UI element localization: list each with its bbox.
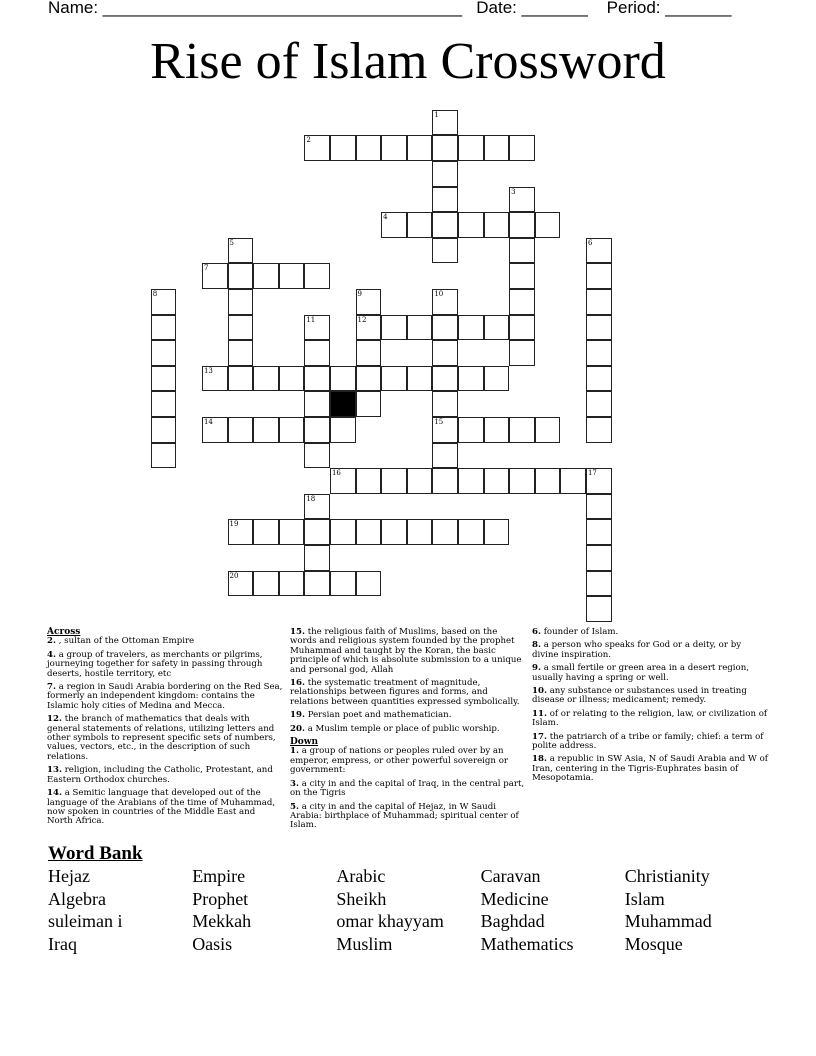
grid-cell[interactable] xyxy=(228,289,254,315)
clue-number: 19. xyxy=(290,710,305,721)
grid-cell[interactable] xyxy=(228,519,254,545)
grid-cell[interactable] xyxy=(407,366,433,392)
cell-number: 8 xyxy=(152,289,158,298)
word-bank-item: Baghdad xyxy=(480,911,545,932)
clue-text: the religious faith of Muslims, based on the words and religious system founded by the prophet Muhammad and taught by the Koran, the basic principle of which is absolute submission to a unique and personal god, Allah xyxy=(290,627,522,675)
grid-cell[interactable] xyxy=(356,315,382,341)
clues-column-2 xyxy=(290,628,526,835)
word-bank-item: Hejaz xyxy=(48,866,90,886)
grid-cell[interactable] xyxy=(279,366,305,392)
grid-cell[interactable] xyxy=(356,391,382,417)
clue-text: a group of travelers, as merchants or pilgrims, journeying together for safety in passing through deserts, hostile territory, etc xyxy=(47,649,263,679)
grid-cell[interactable] xyxy=(356,135,382,161)
grid-cell[interactable] xyxy=(330,571,356,597)
grid-cell[interactable] xyxy=(458,212,484,238)
clue-number: 1. xyxy=(290,746,299,757)
clue-16 xyxy=(290,679,526,707)
clue-3 xyxy=(290,780,526,799)
grid-cell[interactable] xyxy=(356,519,382,545)
grid-cell[interactable] xyxy=(458,417,484,443)
grid-cell[interactable] xyxy=(304,443,330,469)
grid-cell[interactable] xyxy=(509,289,535,315)
clue-text: the systematic treatment of magnitude, relationships between figures and forms, and relations between quantities expressed symbolically. xyxy=(290,678,520,707)
grid-cell[interactable] xyxy=(151,417,177,443)
grid-cell[interactable] xyxy=(330,135,356,161)
cell-number: 11 xyxy=(306,315,316,324)
grid-cell[interactable] xyxy=(432,443,458,469)
clue-text: , sultan of the Ottoman Empire xyxy=(58,636,195,647)
clue-20 xyxy=(290,725,526,734)
grid-cell[interactable] xyxy=(560,468,586,494)
clue-text: of or relating to the religion, law, or civilization of Islam. xyxy=(532,708,768,729)
clue-1 xyxy=(290,747,526,775)
clue-text: a city in and the capital of Iraq, in the central part, on the Tigris xyxy=(290,778,525,799)
clue-number: 15. xyxy=(290,627,305,637)
cell-number: 4 xyxy=(383,213,388,222)
word-bank-item: Mathematics xyxy=(480,933,574,954)
grid-cell[interactable] xyxy=(304,366,330,392)
clue-number: 13. xyxy=(47,765,62,776)
clue-8 xyxy=(532,641,768,660)
grid-cell[interactable] xyxy=(484,212,510,238)
grid-cell[interactable] xyxy=(509,187,535,213)
clue-number: 20. xyxy=(290,723,305,734)
grid-cell[interactable] xyxy=(432,391,458,417)
clue-10 xyxy=(532,687,768,706)
grid-cell[interactable] xyxy=(458,468,484,494)
clue-number: 16. xyxy=(290,678,305,689)
cell-number: 12 xyxy=(357,315,367,324)
grid-cell[interactable] xyxy=(151,315,177,341)
clue-text: religion, including the Catholic, Protestant, and Eastern Orthodox churches. xyxy=(47,765,273,785)
grid-cell[interactable] xyxy=(586,494,612,520)
grid-cell[interactable] xyxy=(304,135,330,161)
grid-cell[interactable] xyxy=(304,545,330,571)
cell-number: 18 xyxy=(306,494,316,503)
grid-cell[interactable] xyxy=(228,315,254,341)
grid-cell[interactable] xyxy=(304,391,330,417)
clue-18 xyxy=(532,755,768,783)
grid-cell[interactable] xyxy=(279,417,305,443)
grid-cell[interactable] xyxy=(279,519,305,545)
shaded-cell xyxy=(330,391,356,417)
clues-column-3 xyxy=(532,628,768,788)
grid-cell[interactable] xyxy=(432,468,458,494)
clue-number: 7. xyxy=(47,682,56,693)
grid-cell[interactable] xyxy=(586,545,612,571)
grid-cell[interactable] xyxy=(458,315,484,341)
name-date-period-line: Name: ______________________________________ Date: _______ Period: _______ xyxy=(48,0,732,17)
grid-cell[interactable] xyxy=(432,161,458,187)
clue-2 xyxy=(47,637,283,646)
cell-number: 13 xyxy=(203,366,213,375)
grid-cell[interactable] xyxy=(228,340,254,366)
grid-cell[interactable] xyxy=(484,315,510,341)
grid-cell[interactable] xyxy=(586,340,612,366)
grid-cell[interactable] xyxy=(586,596,612,622)
grid-cell[interactable] xyxy=(484,417,510,443)
grid-cell[interactable] xyxy=(586,366,612,392)
clue-text: a group of nations or peoples ruled over by an emperor, empress, or other powerful sovereign or government: xyxy=(290,746,508,776)
down-heading: Down xyxy=(290,737,319,748)
grid-cell[interactable] xyxy=(228,417,254,443)
grid-cell[interactable] xyxy=(586,289,612,315)
grid-cell[interactable] xyxy=(253,417,279,443)
grid-cell[interactable] xyxy=(330,417,356,443)
word-bank-item: suleiman i xyxy=(48,911,123,932)
grid-cell[interactable] xyxy=(586,315,612,341)
clue-13 xyxy=(47,766,283,785)
grid-cell[interactable] xyxy=(151,366,177,392)
clue-11 xyxy=(532,710,768,729)
clue-14 xyxy=(47,789,283,827)
cell-number: 3 xyxy=(511,187,516,196)
grid-cell[interactable] xyxy=(586,391,612,417)
clue-number: 10. xyxy=(532,686,547,697)
clue-number: 12. xyxy=(47,714,62,725)
grid-cell[interactable] xyxy=(535,212,561,238)
clue-5 xyxy=(290,803,526,831)
grid-cell[interactable] xyxy=(484,468,510,494)
grid-cell[interactable] xyxy=(407,135,433,161)
grid-cell[interactable] xyxy=(432,340,458,366)
grid-cell[interactable] xyxy=(535,417,561,443)
cell-number: 9 xyxy=(357,289,363,298)
grid-cell[interactable] xyxy=(407,519,433,545)
grid-cell[interactable] xyxy=(432,238,458,264)
grid-cell[interactable] xyxy=(381,212,407,238)
grid-cell[interactable] xyxy=(356,366,382,392)
clue-number: 18. xyxy=(532,754,547,765)
word-bank-item: Mekkah xyxy=(192,911,252,932)
grid-cell[interactable] xyxy=(484,519,510,545)
across-heading: Across xyxy=(47,627,81,637)
clue-text: the patriarch of a tribe or family; chief: a term of polite address. xyxy=(532,731,764,752)
grid-cell[interactable] xyxy=(432,110,458,136)
cell-number: 20 xyxy=(229,571,239,580)
grid-cell[interactable] xyxy=(509,468,535,494)
grid-cell[interactable] xyxy=(304,315,330,341)
grid-cell[interactable] xyxy=(586,238,612,264)
clue-number: 6. xyxy=(532,627,541,637)
grid-cell[interactable] xyxy=(279,571,305,597)
grid-cell[interactable] xyxy=(509,135,535,161)
grid-cell[interactable] xyxy=(432,519,458,545)
clue-number: 4. xyxy=(47,649,56,660)
grid-cell[interactable] xyxy=(228,366,254,392)
clue-15 xyxy=(290,628,526,675)
grid-cell[interactable] xyxy=(253,366,279,392)
grid-cell[interactable] xyxy=(509,263,535,289)
grid-cell[interactable] xyxy=(586,519,612,545)
cell-number: 2 xyxy=(306,136,311,145)
clue-number: 17. xyxy=(532,731,547,742)
word-bank-item: Medicine xyxy=(480,888,549,909)
grid-cell[interactable] xyxy=(381,366,407,392)
grid-cell[interactable] xyxy=(151,340,177,366)
cell-number: 19 xyxy=(229,520,239,529)
clue-17 xyxy=(532,733,768,752)
grid-cell[interactable] xyxy=(330,468,356,494)
grid-cell[interactable] xyxy=(586,468,612,494)
word-bank-item: Muslim xyxy=(336,933,393,954)
clue-number: 2. xyxy=(47,636,56,647)
grid-cell[interactable] xyxy=(202,417,228,443)
clue-4 xyxy=(47,651,283,679)
grid-cell[interactable] xyxy=(253,519,279,545)
word-bank-item: Caravan xyxy=(480,866,541,886)
word-bank-item: Empire xyxy=(192,866,246,886)
cell-number: 16 xyxy=(331,469,341,478)
grid-cell[interactable] xyxy=(432,135,458,161)
grid-cell[interactable] xyxy=(509,340,535,366)
cell-number: 14 xyxy=(203,417,213,426)
clue-text: a republic in SW Asia, N of Saudi Arabia and W of Iran, centering in the Tigris-Euphrates basin of Mesopotamia. xyxy=(532,754,768,784)
cell-number: 15 xyxy=(434,417,444,426)
clue-number: 9. xyxy=(532,663,541,674)
grid-cell[interactable] xyxy=(228,263,254,289)
grid-cell[interactable] xyxy=(509,315,535,341)
grid-cell[interactable] xyxy=(509,212,535,238)
clue-number: 8. xyxy=(532,640,541,651)
word-bank-item: Islam xyxy=(624,888,665,909)
grid-cell[interactable] xyxy=(279,263,305,289)
grid-cell[interactable] xyxy=(356,468,382,494)
clues-column-1 xyxy=(47,628,283,831)
grid-cell[interactable] xyxy=(151,391,177,417)
clue-text: a city in and the capital of Hejaz, in W Saudi Arabia: birthplace of Muhammad; spiritual center of Islam. xyxy=(290,801,519,831)
grid-cell[interactable] xyxy=(228,238,254,264)
word-bank-item: Muhammad xyxy=(624,911,712,932)
grid-cell[interactable] xyxy=(381,468,407,494)
grid-cell[interactable] xyxy=(381,519,407,545)
clue-number: 5. xyxy=(290,801,299,812)
grid-cell[interactable] xyxy=(407,315,433,341)
grid-cell[interactable] xyxy=(304,340,330,366)
clue-7 xyxy=(47,683,283,711)
cell-number: 5 xyxy=(229,238,235,247)
grid-cell[interactable] xyxy=(253,263,279,289)
grid-cell[interactable] xyxy=(484,366,510,392)
word-bank-item: Iraq xyxy=(48,933,77,954)
grid-cell[interactable] xyxy=(356,289,382,315)
grid-cell[interactable] xyxy=(586,417,612,443)
clue-text: a person who speaks for God or a deity, or by divine inspiration. xyxy=(532,640,742,660)
grid-cell[interactable] xyxy=(356,340,382,366)
grid-cell[interactable] xyxy=(151,289,177,315)
cell-number: 1 xyxy=(434,110,439,119)
grid-cell[interactable] xyxy=(253,571,279,597)
clue-text: a small fertile or green area in a desert region, usually having a spring or well. xyxy=(532,663,749,683)
grid-cell[interactable] xyxy=(432,315,458,341)
grid-cell[interactable] xyxy=(228,571,254,597)
cell-number: 7 xyxy=(203,264,209,273)
grid-cell[interactable] xyxy=(381,135,407,161)
grid-cell[interactable] xyxy=(407,212,433,238)
grid-cell[interactable] xyxy=(202,263,228,289)
clue-text: Persian poet and mathematician. xyxy=(307,710,452,721)
page-title: Rise of Islam Crossword xyxy=(150,33,666,90)
clue-text: any substance or substances used in treating disease or illness; medicament; remedy. xyxy=(532,686,747,706)
clue-text: a Semitic language that developed out of the language of the Arabians of the time of Muhammad, now spoken in countries of the Middle East and North Africa. xyxy=(47,788,276,827)
grid-cell[interactable] xyxy=(509,417,535,443)
grid-cell[interactable] xyxy=(509,238,535,264)
grid-cell[interactable] xyxy=(535,468,561,494)
grid-cell[interactable] xyxy=(586,263,612,289)
word-bank-item: Prophet xyxy=(192,888,249,909)
grid-cell[interactable] xyxy=(381,315,407,341)
clue-9 xyxy=(532,664,768,683)
grid-cell[interactable] xyxy=(432,212,458,238)
grid-cell[interactable] xyxy=(458,519,484,545)
grid-cell[interactable] xyxy=(458,135,484,161)
clue-12 xyxy=(47,715,283,762)
word-bank-item: Algebra xyxy=(48,888,106,909)
word-bank-item: Oasis xyxy=(192,933,233,954)
clue-number: 11. xyxy=(532,708,547,719)
clue-6 xyxy=(532,628,768,637)
grid-cell[interactable] xyxy=(304,494,330,520)
clue-text: a region in Saudi Arabia bordering on the Red Sea, formerly an independent kingdom: contains the Islamic holy cities of Medina and Mecca. xyxy=(47,682,283,711)
word-bank-item: Sheikh xyxy=(336,888,387,909)
word-bank-item: Mosque xyxy=(624,933,683,954)
grid-cell[interactable] xyxy=(356,571,382,597)
word-bank-title: Word Bank xyxy=(48,843,143,864)
grid-cell[interactable] xyxy=(484,135,510,161)
cell-number: 6 xyxy=(587,238,593,247)
grid-cell[interactable] xyxy=(330,519,356,545)
grid-cell[interactable] xyxy=(304,519,330,545)
grid-cell[interactable] xyxy=(202,366,228,392)
grid-cell[interactable] xyxy=(304,263,330,289)
grid-cell[interactable] xyxy=(432,187,458,213)
grid-cell[interactable] xyxy=(586,571,612,597)
clue-text: founder of Islam. xyxy=(543,627,619,637)
grid-cell[interactable] xyxy=(458,366,484,392)
word-bank-item: Christianity xyxy=(624,866,710,886)
grid-cell[interactable] xyxy=(432,289,458,315)
grid-cell[interactable] xyxy=(432,366,458,392)
clue-19 xyxy=(290,711,526,720)
clue-number: 14. xyxy=(47,788,62,799)
cell-number: 10 xyxy=(434,289,444,298)
grid-cell[interactable] xyxy=(432,417,458,443)
grid-cell[interactable] xyxy=(330,366,356,392)
word-bank-item: omar khayyam xyxy=(336,911,444,932)
grid-cell[interactable] xyxy=(304,571,330,597)
grid-cell[interactable] xyxy=(304,417,330,443)
clue-text: the branch of mathematics that deals with general statements of relations, utilizing letters and other symbols to represent specific sets of numbers, values, vectors, etc., in the description of such relations. xyxy=(47,714,276,762)
clue-number: 3. xyxy=(290,778,299,789)
clue-text: a Muslim temple or place of public worship. xyxy=(307,723,500,734)
word-bank-item: Arabic xyxy=(336,866,386,886)
grid-cell[interactable] xyxy=(407,468,433,494)
cell-number: 17 xyxy=(587,469,597,478)
grid-cell[interactable] xyxy=(151,443,177,469)
